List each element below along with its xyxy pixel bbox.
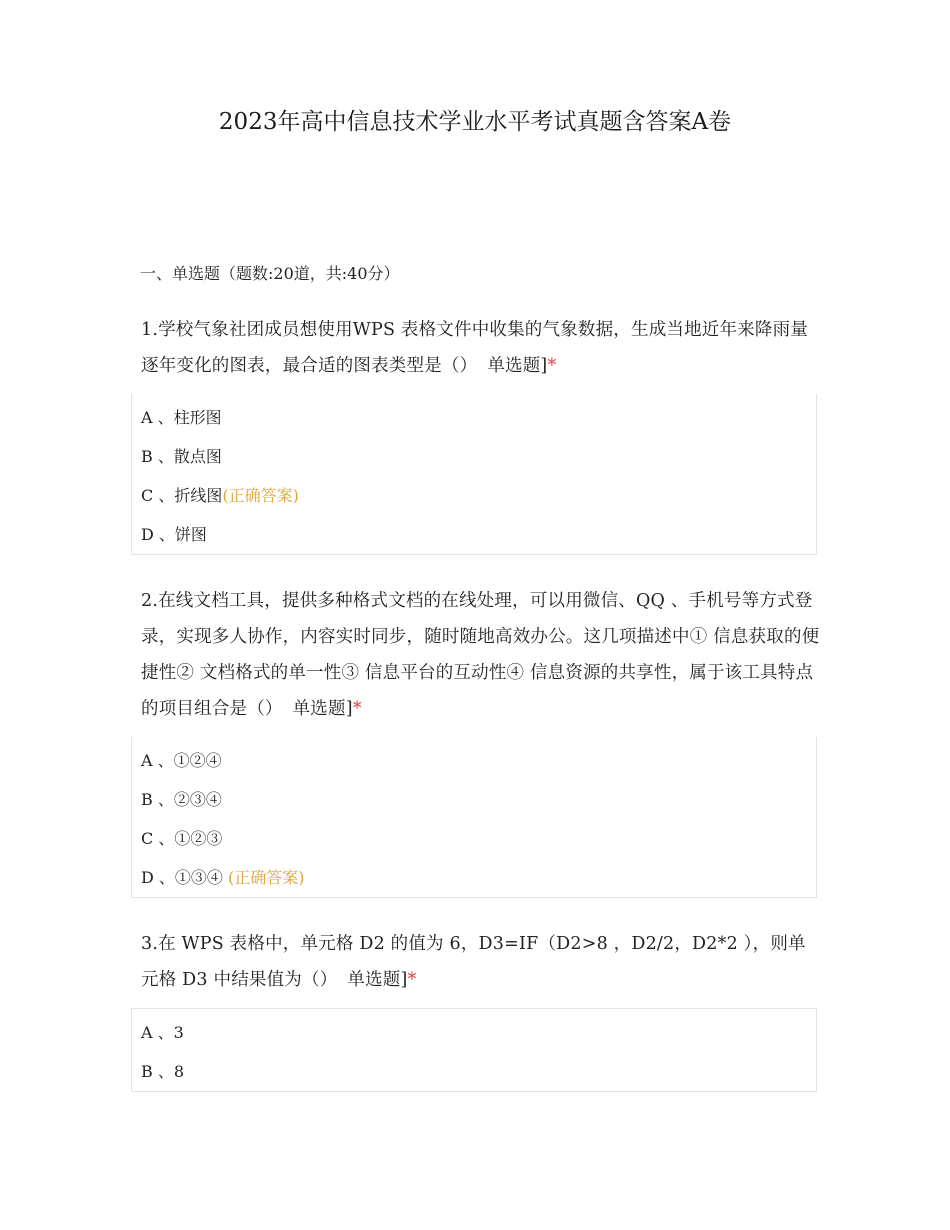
option-b[interactable] xyxy=(132,437,816,476)
option-c[interactable] xyxy=(132,476,816,515)
option-a[interactable] xyxy=(132,741,816,780)
document-title: 2023年高中信息技术学业水平考试真题含答案A卷 xyxy=(218,109,732,135)
required-mark: * xyxy=(407,970,417,990)
section-heading: 一、单选题（题数:20道，共:40分） xyxy=(140,264,400,283)
question-type-label: 单选题] xyxy=(292,699,353,719)
options-list xyxy=(131,394,817,555)
option-text: D 、①③④ xyxy=(141,868,229,887)
required-mark: * xyxy=(352,699,362,719)
question-2 xyxy=(0,583,950,898)
option-text: A 、3 xyxy=(141,1023,184,1042)
question-1 xyxy=(0,312,950,555)
question-stem xyxy=(141,926,821,998)
option-d[interactable] xyxy=(132,515,816,554)
option-text: B 、8 xyxy=(141,1062,185,1081)
options-list xyxy=(131,737,817,898)
question-stem xyxy=(141,583,821,727)
question-text: 2.在线文档工具，提供多种格式文档的在线处理，可以用微信、QQ 、手机号等方式登录，实现多人协作，内容实时同步，随时随地高效办公。这几项描述中① 信息获取的便捷性② 文档格式的单一性③ 信息平台的互动性④ 信息资源的共享性，属于该工具特点的项目组合是（） xyxy=(141,591,820,719)
option-text: D 、饼图 xyxy=(141,525,207,544)
question-type-label: 单选题] xyxy=(487,356,548,376)
option-a[interactable] xyxy=(132,1013,816,1052)
option-text: A 、柱形图 xyxy=(141,408,222,427)
option-a[interactable] xyxy=(132,398,816,437)
option-d[interactable] xyxy=(132,858,816,897)
option-b[interactable] xyxy=(132,1052,816,1091)
required-mark: * xyxy=(547,356,557,376)
option-text: C 、折线图 xyxy=(141,486,223,505)
question-text: 1.学校气象社团成员想使用WPS 表格文件中收集的气象数据，生成当地近年来降雨量逐年变化的图表，最合适的图表类型是（） xyxy=(141,320,809,376)
option-text: B 、散点图 xyxy=(141,447,222,466)
option-text: A 、①②④ xyxy=(141,751,222,770)
option-text: C 、①②③ xyxy=(141,829,223,848)
correct-answer-tag: (正确答案) xyxy=(228,868,305,887)
option-text: B 、②③④ xyxy=(141,790,222,809)
question-3 xyxy=(0,926,950,1092)
question-stem xyxy=(141,312,821,384)
option-b[interactable] xyxy=(132,780,816,819)
options-list xyxy=(131,1008,817,1092)
option-c[interactable] xyxy=(132,819,816,858)
question-type-label: 单选题] xyxy=(347,970,408,990)
question-text: 3.在 WPS 表格中，单元格 D2 的值为 6，D3=IF（D2>8 ，D2/2，D2*2 ），则单元格 D3 中结果值为（） xyxy=(141,934,806,990)
correct-answer-tag: (正确答案) xyxy=(222,486,299,505)
